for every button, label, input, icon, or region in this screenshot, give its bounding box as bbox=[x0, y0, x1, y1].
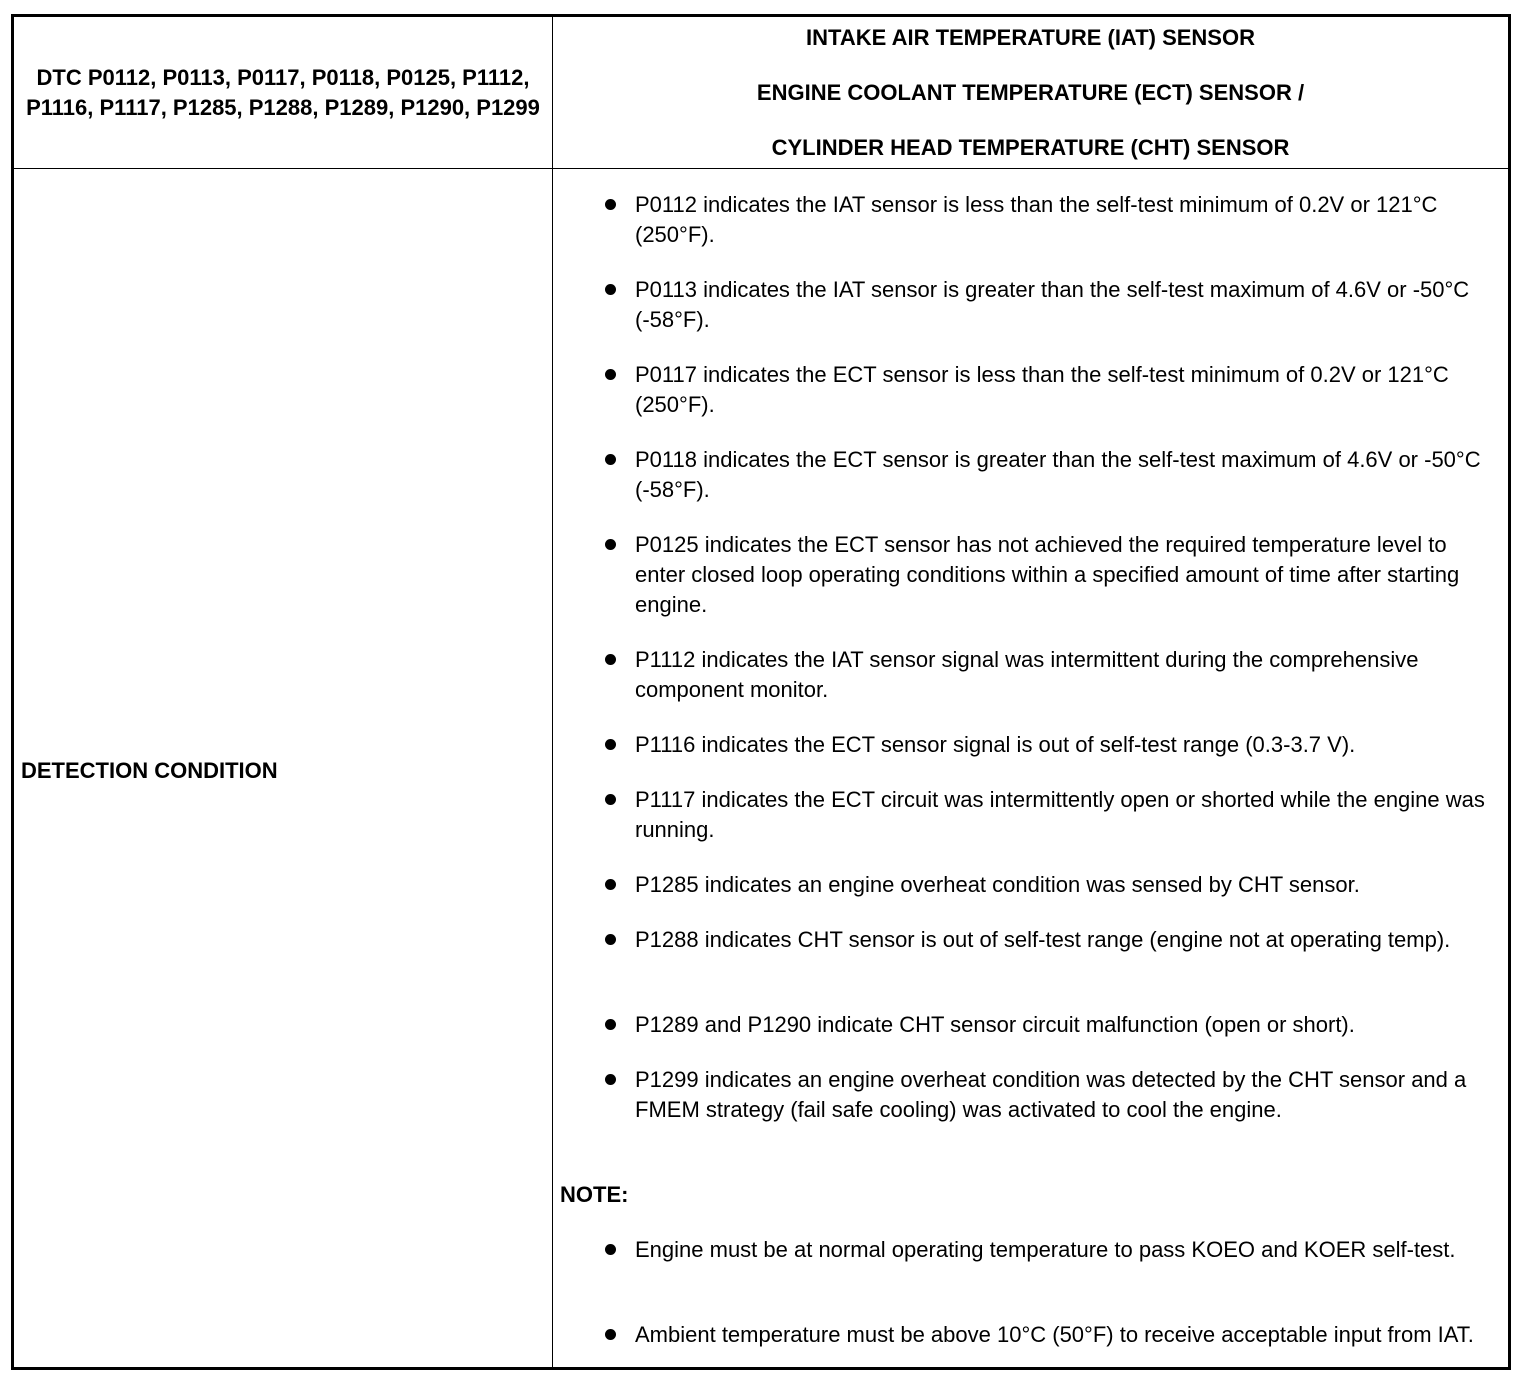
title-iat-sensor: INTAKE AIR TEMPERATURE (IAT) SENSOR bbox=[806, 25, 1255, 50]
bullet-icon bbox=[605, 539, 616, 550]
list-item-text: P0125 indicates the ECT sensor has not achieved the required temperature level to enter closed loop operating conditions within a specified amount of time after starting engine. bbox=[635, 532, 1460, 617]
list-item-text: P1288 indicates CHT sensor is out of self-test range (engine not at operating temp). bbox=[635, 927, 1451, 952]
list-item-text: P1289 and P1290 indicate CHT sensor circuit malfunction (open or short). bbox=[635, 1012, 1355, 1037]
bullet-icon bbox=[605, 284, 616, 295]
sensor-titles-cell bbox=[553, 17, 1508, 168]
bullet-icon bbox=[605, 739, 616, 750]
note-item-text: Ambient temperature must be above 10°C (50°F) to receive acceptable input from IAT. bbox=[635, 1322, 1474, 1347]
list-item-text: P1299 indicates an engine overheat condition was detected by the CHT sensor and a FMEM strategy (fail safe cooling) was activated to cool the engine. bbox=[635, 1067, 1467, 1122]
bullet-icon bbox=[605, 369, 616, 380]
bullet-icon bbox=[605, 654, 616, 665]
detection-condition-content bbox=[553, 169, 1508, 1367]
list-item-text: P0112 indicates the IAT sensor is less than the self-test minimum of 0.2V or 121°C (250°F). bbox=[635, 192, 1438, 247]
list-item-text: P1117 indicates the ECT circuit was intermittently open or shorted while the engine was running. bbox=[635, 787, 1485, 842]
list-item bbox=[553, 360, 1508, 420]
dtc-codes-text: DTC P0112, P0113, P0117, P0118, P0125, P1112, P1116, P1117, P1285, P1288, P1289, P1290, P1299 bbox=[26, 64, 540, 120]
list-item bbox=[553, 730, 1508, 760]
list-item bbox=[553, 190, 1508, 250]
list-item bbox=[553, 445, 1508, 505]
list-item-text: P0117 indicates the ECT sensor is less than the self-test minimum of 0.2V or 121°C (250°F). bbox=[635, 362, 1449, 417]
bullet-icon bbox=[605, 199, 616, 210]
note-label: NOTE: bbox=[560, 1182, 629, 1207]
bullet-icon bbox=[605, 934, 616, 945]
dtc-table bbox=[11, 14, 1511, 1370]
bullet-icon bbox=[605, 1074, 616, 1085]
title-cht-sensor: CYLINDER HEAD TEMPERATURE (CHT) SENSOR bbox=[771, 135, 1290, 160]
list-item bbox=[553, 530, 1508, 620]
list-item bbox=[553, 645, 1508, 705]
note-item-text: Engine must be at normal operating temperature to pass KOEO and KOER self-test. bbox=[635, 1237, 1456, 1262]
detection-condition-label: DETECTION CONDITION bbox=[21, 758, 278, 783]
title-ect-sensor: ENGINE COOLANT TEMPERATURE (ECT) SENSOR / bbox=[756, 80, 1305, 105]
list-item bbox=[553, 275, 1508, 335]
list-item-text: P1285 indicates an engine overheat condition was sensed by CHT sensor. bbox=[635, 872, 1360, 897]
list-item bbox=[553, 1065, 1508, 1125]
note-item bbox=[553, 1320, 1508, 1350]
list-item bbox=[553, 870, 1508, 900]
list-item bbox=[553, 1010, 1508, 1040]
list-item-text: P1116 indicates the ECT sensor signal is out of self-test range (0.3-3.7 V). bbox=[635, 732, 1356, 757]
bullet-icon bbox=[605, 1329, 616, 1340]
list-item-text: P0113 indicates the IAT sensor is greater than the self-test maximum of 4.6V or -50°C (-58°F). bbox=[635, 277, 1470, 332]
bullet-icon bbox=[605, 454, 616, 465]
bullet-icon bbox=[605, 794, 616, 805]
list-item bbox=[553, 925, 1508, 955]
dtc-codes-cell bbox=[14, 17, 552, 168]
list-item-text: P0118 indicates the ECT sensor is greater than the self-test maximum of 4.6V or -50°C (-58°F). bbox=[635, 447, 1481, 502]
bullet-icon bbox=[605, 879, 616, 890]
note-item bbox=[553, 1235, 1508, 1265]
bullet-icon bbox=[605, 1019, 616, 1030]
bullet-icon bbox=[605, 1244, 616, 1255]
list-item bbox=[553, 785, 1508, 845]
list-item-text: P1112 indicates the IAT sensor signal was intermittent during the comprehensive component monitor. bbox=[635, 647, 1419, 702]
